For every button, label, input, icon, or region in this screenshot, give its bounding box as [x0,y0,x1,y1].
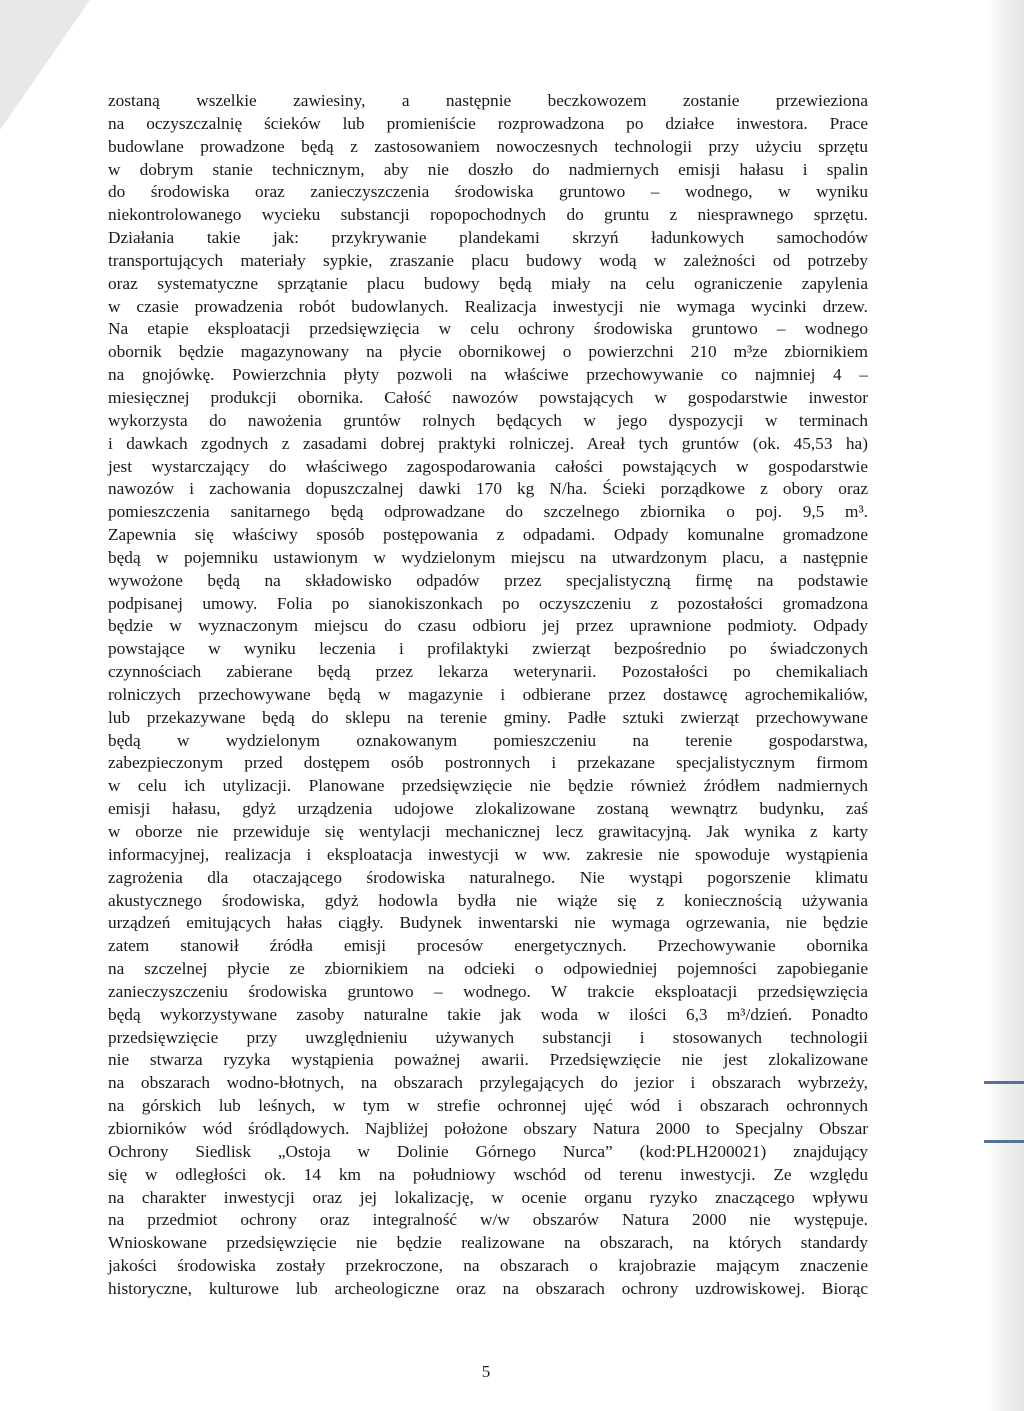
text-line: zostaną wszelkie zawiesiny, a następnie beczkowozem zostanie przewieziona [108,91,868,110]
text-line: zabezpieczonym przed dostępem osób postronnych i przekazane specjalistycznym firmom [108,753,868,773]
text-line: na górskich lub leśnych, w tym w strefie ochronnej ujęć wód i obszarach ochronnych [108,1096,868,1116]
text-line: akustycznego środowiska, gdyż hodowla bydła nie wiąże się z koniecznością używania [108,890,868,910]
text-line: na obszarach wodno-błotnych, na obszarach przylegających do jezior i obszarach wybrzeży, [108,1073,868,1093]
text-line: powstające w wyniku leczenia i profilaktyki zwierząt bezpośrednio po świadczonych [108,639,868,659]
text-line: podpisanej umowy. Folia po sianokiszonkach po oczyszczeniu z pozostałości gromadzona [108,593,868,613]
text-line: pomieszczenia sanitarnego będą odprowadzane do szczelnego zbiornika o poj. 9,5 m³. [108,502,868,522]
folded-corner [0,0,90,130]
text-line: urządzeń emitujących hałas ciągły. Budynek inwentarski nie wymaga ogrzewania, nie będzie [108,913,868,933]
page-number: 5 [481,1362,491,1381]
text-line: Ochrony Siedlisk „Ostoja w Dolinie Górnego Nurca” (kod:PLH200021) znajdujący [108,1141,868,1161]
body-text [108,90,868,1301]
text-line: na szczelnej płycie ze zbiornikiem na odcieki o odpowiedniej pojemności zapobieganie [108,959,868,979]
text-line: zagrożenia dla otaczającego środowiska naturalnego. Nie wystąpi pogorszenie klimatu [108,867,868,887]
text-line: będą w pojemniku ustawionym w wydzielonym miejscu na utwardzonym placu, a następnie [108,547,868,567]
text-line: miesięcznej produkcji obornika. Całość nawozów powstających w gospodarstwie inwestor [108,387,868,407]
text-line: transportujących materiały sypkie, zraszanie placu budowy wodą w zależności od potrzeby [108,250,868,270]
text-line: historyczne, kulturowe lub archeologiczne oraz na obszarach ochrony uzdrowiskowej. Biorąc [108,1278,868,1298]
text-line: Zapewnia się właściwy sposób postępowania z odpadami. Odpady komunalne gromadzone [108,525,868,545]
text-line: informacyjnej, realizacja i eksploatacja inwestycji w ww. zakresie nie spowoduje wystąpienia [108,844,868,864]
text-line: w dobrym stanie technicznym, aby nie doszło do nadmiernych emisji hałasu i spalin [108,159,868,179]
text-line: na charakter inwestycji oraz jej lokalizację, w ocenie organu ryzyko znaczącego wpływu [108,1187,868,1207]
text-line: Na etapie eksploatacji przedsięwzięcia w celu ochrony środowiska gruntowo – wodnego [108,319,868,339]
text-line: się w odległości ok. 14 km na południowy wschód od terenu inwestycji. Ze względu [108,1164,868,1184]
text-line: Wnioskowane przedsięwzięcie nie będzie realizowane na obszarach, na których standardy [108,1233,868,1253]
scan-edge-mark [984,1081,1024,1084]
text-line: na oczyszczalnię ścieków lub promieniście rozprowadzona po działce inwestora. Prace [108,113,868,133]
text-line: rolniczych przechowywane będą w magazynie i odbierane przez dostawcę agrochemikaliów, [108,684,868,704]
text-line: emisji hałasu, gdyż urządzenia udojowe zlokalizowane zostaną wewnątrz budynku, zaś [108,799,868,819]
text-line: będzie w wyznaczonym miejscu do czasu odbioru jej przez uprawnione podmioty. Odpady [108,616,868,636]
text-line: wywożone będą na składowisko odpadów przez specjalistyczną firmę na podstawie [108,570,868,590]
text-line: na przedmiot ochrony oraz integralność w/w obszarów Natura 2000 nie występuje. [108,1210,868,1230]
text-line: jest wystarczający do właściwego zagospodarowania całości powstających w gospodarstwie [108,456,868,476]
text-line: będą w wydzielonym oznakowanym pomieszczeniu na terenie gospodarstwa, [108,730,868,750]
text-line: w czasie prowadzenia robót budowlanych. Realizacja inwestycji nie wymaga wycinki drzew. [108,296,868,316]
text-line: oraz systematyczne sprzątanie placu budowy będą miały na celu ograniczenie zapylenia [108,273,868,293]
text-line: w celu ich utylizacji. Planowane przedsięwzięcie nie będzie również źródłem nadmiernych [108,776,868,796]
text-line: zanieczyszczeniu środowiska gruntowo – wodnego. W trakcie eksploatacji przedsięwzięcia [108,981,868,1001]
text-line: zatem stanowił źródła emisji procesów energetycznych. Przechowywanie obornika [108,936,868,956]
text-line: niekontrolowanego wycieku substancji ropopochodnych do gruntu z niesprawnego sprzętu. [108,205,868,225]
text-line: do środowiska oraz zanieczyszczenia środowiska gruntowo – wodnego, w wyniku [108,182,868,202]
text-line: w oborze nie przewiduje się wentylacji mechanicznej lecz grawitacyjną. Jak wynika z karty [108,822,868,841]
text-line: czynnościach zabierane będą przez lekarza weterynarii. Pozostałości po chemikaliach [108,662,868,682]
text-line: wykorzysta do nawożenia gruntów rolnych będących w jego dyspozycji w terminach [108,410,868,430]
text-line: Działania takie jak: przykrywanie plandekami skrzyń ładunkowych samochodów [108,228,868,248]
text-line: i dawkach zgodnych z zasadami dobrej praktyki rolniczej. Areał tych gruntów (ok. 45,53 ha) [108,433,868,453]
scan-edge-mark [984,1140,1024,1143]
scan-edge-shadow [986,0,1024,1411]
text-line: lub przekazywane będą do sklepu na terenie gminy. Padłe sztuki zwierząt przechowywane [108,707,868,727]
text-line: nie stwarza ryzyka wystąpienia poważnej awarii. Przedsięwzięcie nie jest zlokalizowane [108,1050,868,1070]
text-line: zbiorników wód śródlądowych. Najbliżej położone obszary Natura 2000 to Specjalny Obszar [108,1118,868,1138]
text-line: obornik będzie magazynowany na płycie obornikowej o powierzchni 210 m³ze zbiornikiem [108,342,868,362]
text-line: na gnojówkę. Powierzchnia płyty pozwoli na właściwe przechowywanie co najmniej 4 – [108,365,868,385]
text-line: nawozów i zachowania dopuszczalnej dawki 170 kg N/ha. Ścieki porządkowe z obory oraz [108,479,868,499]
text-line: budowlane prowadzone będą z zastosowaniem nowoczesnych technologii przy użyciu sprzętu [108,136,868,156]
text-line: przedsięwzięcie przy uwzględnieniu używanych substancji i stosowanych technologii [108,1027,868,1047]
text-line: będą wykorzystywane zasoby naturalne takie jak woda w ilości 6,3 m³/dzień. Ponadto [108,1004,868,1024]
text-line: jakości środowiska zostały przekroczone, na obszarach o krajobrazie mającym znaczenie [108,1256,868,1276]
